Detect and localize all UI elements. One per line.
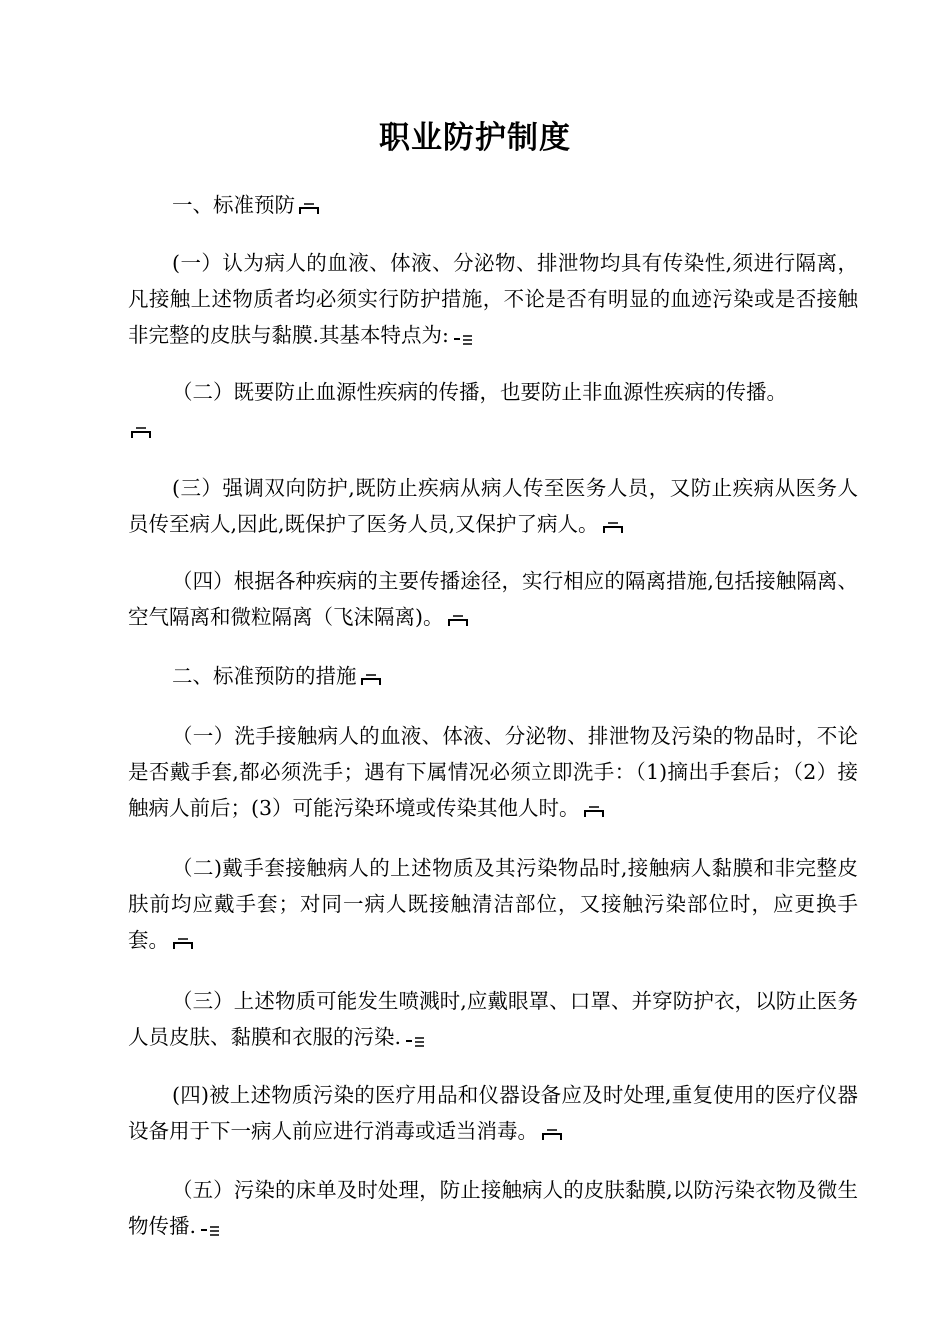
paragraph (128, 718, 858, 826)
document-title: 职业防护制度 (379, 120, 571, 156)
paragraph-text: (四)被上述物质污染的医疗用品和仪器设备应及时处理,重复使用的医疗仪器设备用于下一病人前应进行消毒或适当消毒。 (128, 1083, 858, 1143)
paragraph-text: （三）上述物质可能发生喷溅时,应戴眼罩、口罩、并穿防护衣，以防止医务人员皮肤、黏膜和衣服的污染. (128, 989, 858, 1049)
paragraph (128, 1077, 858, 1149)
paragraph (128, 563, 858, 635)
paragraph (128, 470, 858, 542)
return-mark-icon (541, 1128, 563, 1142)
paragraph-text: 一、标准预防 (172, 193, 295, 217)
paragraph-text: (三）强调双向防护,既防止疾病从病人传至医务人员，又防止疾病从医务人员传至病人,因此,既保护了医务人员,又保护了病人。 (128, 476, 858, 536)
paragraph-text: （二）既要防止血源性疾病的传播，也要防止非血源性疾病的传播。 (172, 380, 787, 404)
para-mark-icon (199, 1223, 221, 1237)
section-heading (128, 187, 858, 223)
return-mark-icon (360, 673, 382, 687)
paragraph-text: （二)戴手套接触病人的上述物质及其污染物品时,接触病人黏膜和非完整皮肤前均应戴手套；对同一病人既接触清洁部位，又接触污染部位时，应更换手套。 (128, 856, 858, 952)
return-mark-icon (602, 521, 624, 535)
return-mark-icon (298, 202, 320, 216)
paragraph-text: （一）洗手接触病人的血液、体液、分泌物、排泄物及污染的物品时，不论是否戴手套,都必须洗手；遇有下属情况必须立即洗手：（1)摘出手套后；（2）接触病人前后；(3）可能污染环境或传染其他人时。 (128, 724, 858, 820)
paragraph-text: (一）认为病人的血液、体液、分泌物、排泄物均具有传染性,须进行隔离，凡接触上述物质者均必须实行防护措施，不论是否有明显的血迹污染或是否接触非完整的皮肤与黏膜.其基本特点为: (128, 251, 858, 347)
paragraph (128, 983, 858, 1055)
paragraph (128, 374, 858, 410)
paragraph-text: （四）根据各种疾病的主要传播途径，实行相应的隔离措施,包括接触隔离、空气隔离和微粒隔离（飞沫隔离)。 (128, 569, 858, 629)
para-mark-icon (404, 1034, 426, 1048)
return-mark-icon (583, 805, 605, 819)
paragraph-text: （五）污染的床单及时处理，防止接触病人的皮肤黏膜,以防污染衣物及微生物传播. (128, 1178, 858, 1238)
section-heading (128, 658, 858, 694)
return-mark-icon (130, 426, 152, 440)
para-mark-icon (452, 332, 474, 346)
return-mark-icon (172, 937, 194, 951)
paragraph (128, 1172, 858, 1244)
paragraph (128, 245, 858, 353)
paragraph-text: 二、标准预防的措施 (172, 664, 357, 688)
return-mark-icon (447, 614, 469, 628)
paragraph (128, 850, 858, 958)
